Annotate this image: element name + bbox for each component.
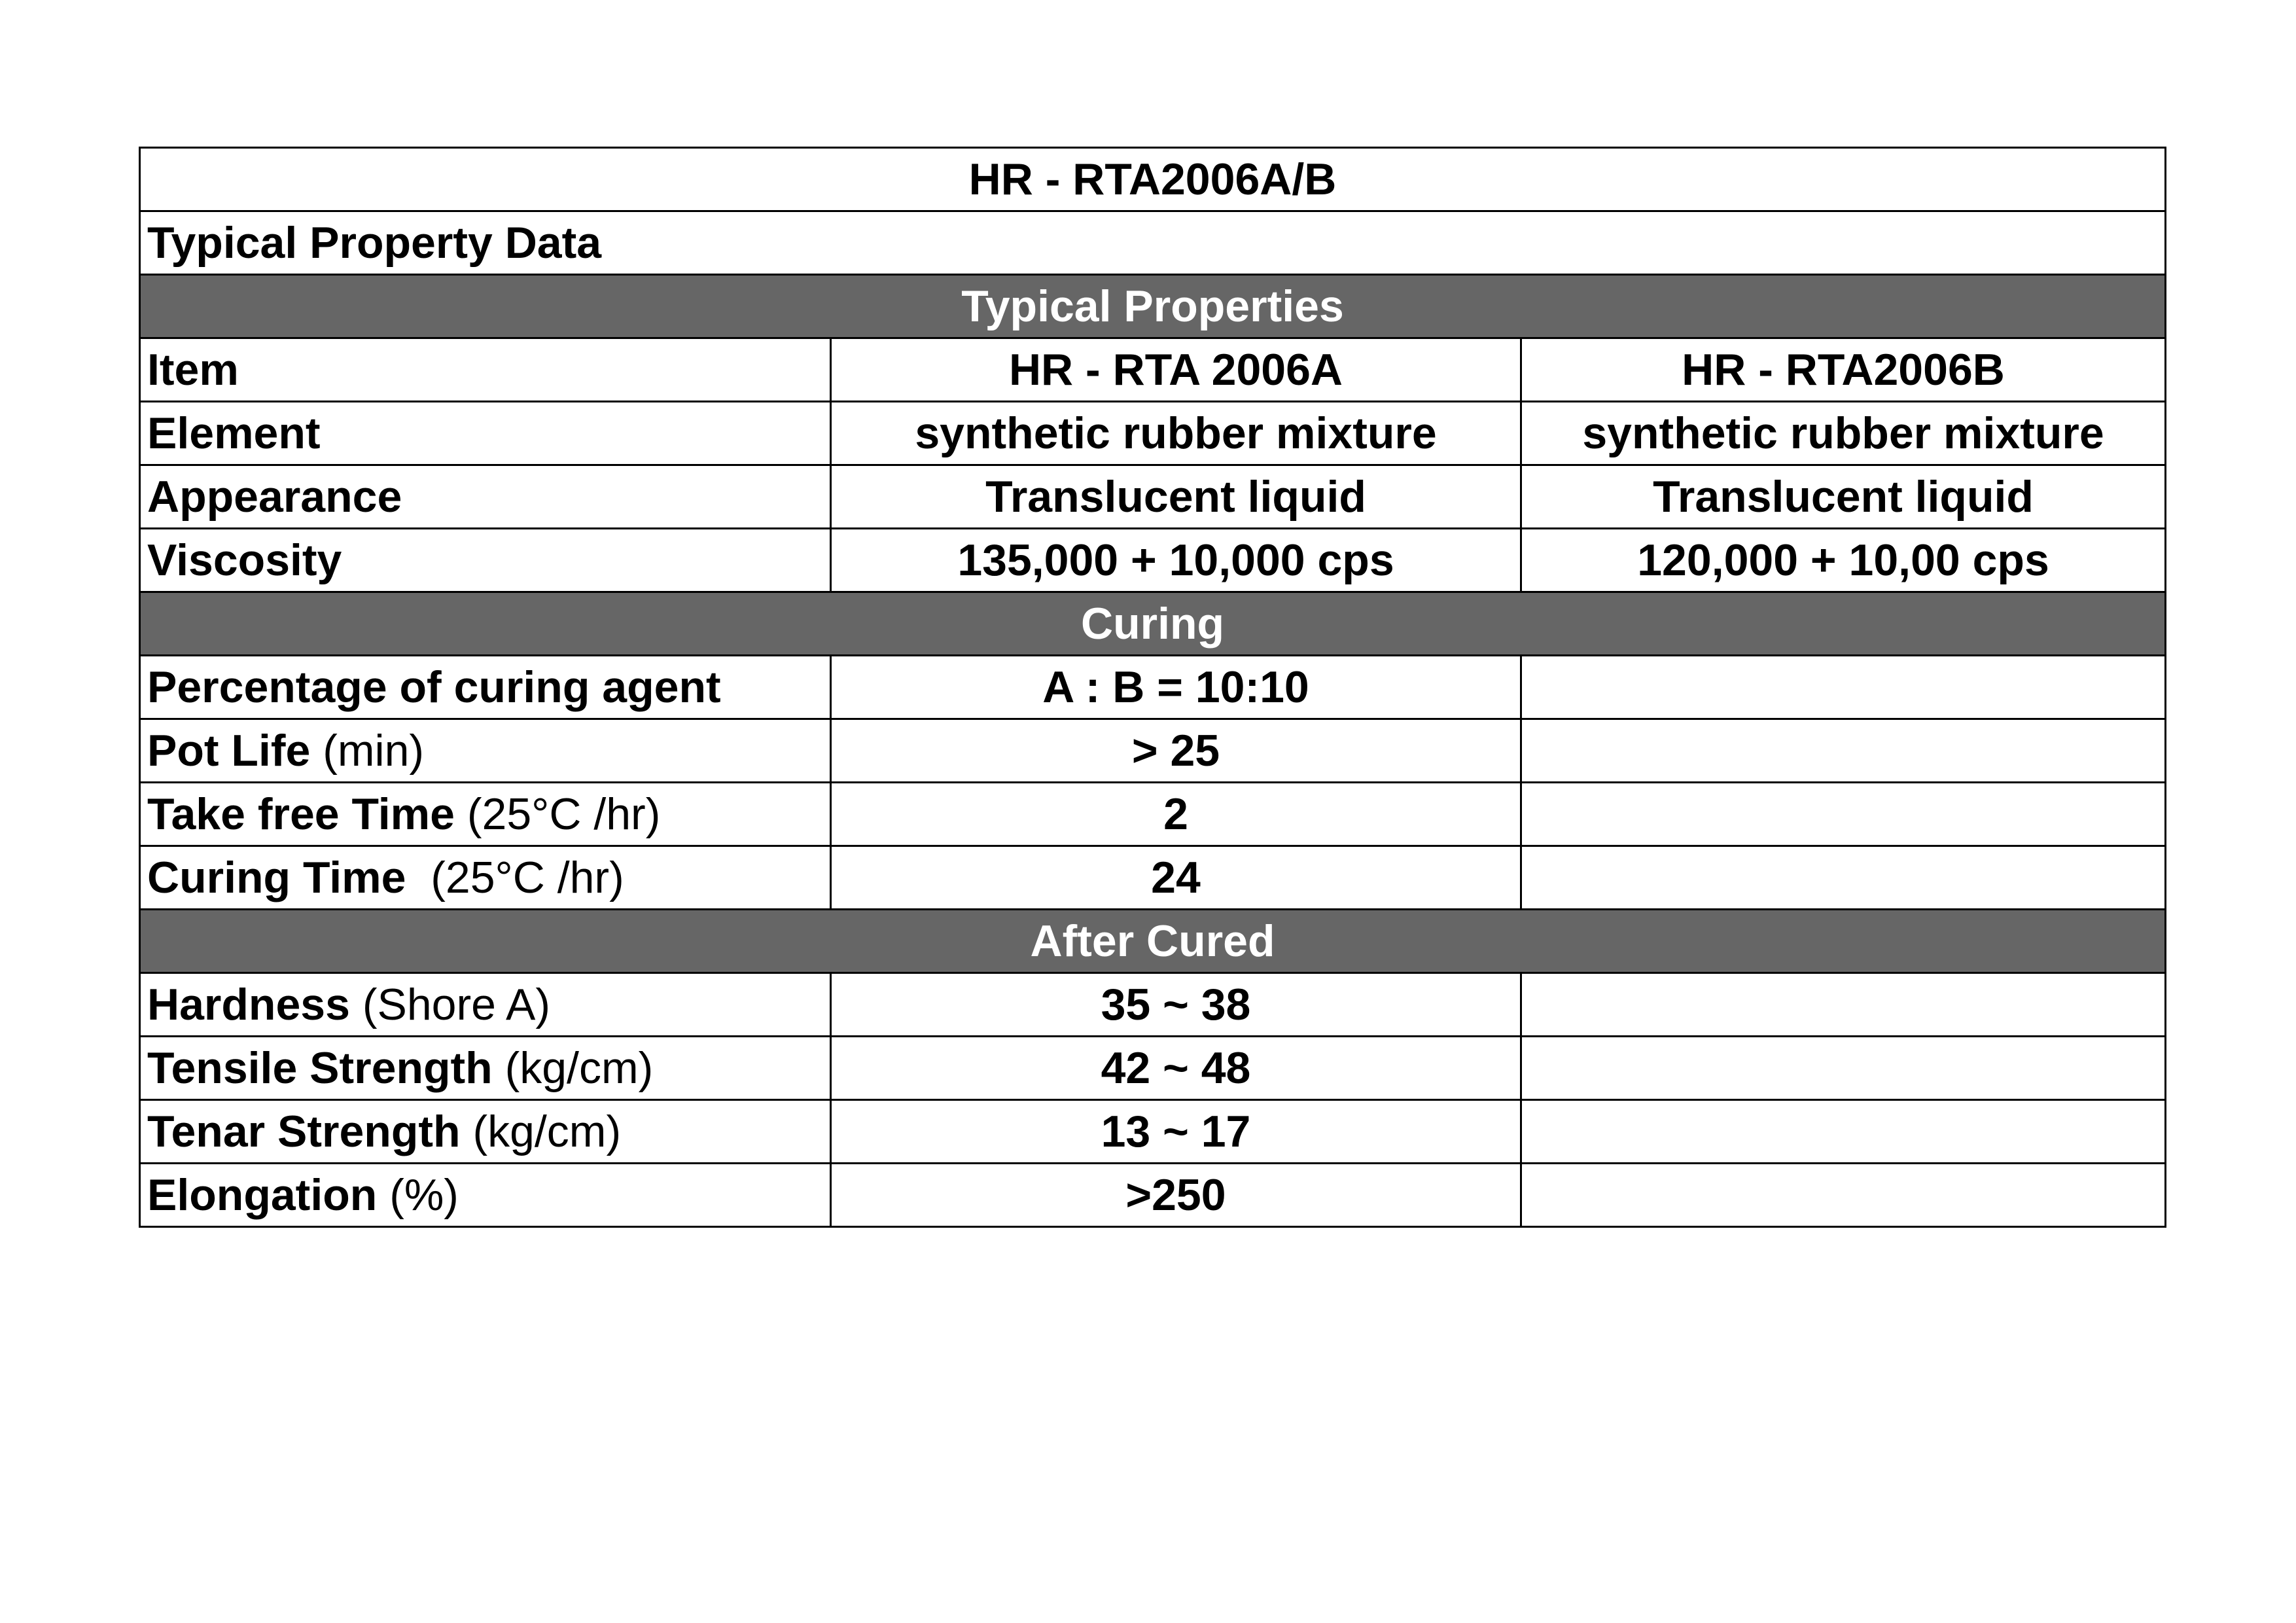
row-label-cell (140, 656, 831, 719)
value-a: > 25 (831, 719, 1521, 783)
row-label: Pot Life (147, 726, 311, 776)
section-row-curing (140, 592, 2166, 656)
table-row (140, 1100, 2166, 1164)
row-label: Appearance (140, 465, 831, 529)
row-unit: (25°C /hr) (454, 789, 661, 839)
row-label-cell (140, 1037, 831, 1100)
value-b (1521, 719, 2166, 783)
row-label: Curing Time (147, 853, 406, 902)
column-header-b: HR - RTA2006B (1521, 338, 2166, 402)
table-row (140, 783, 2166, 846)
row-label-cell (140, 973, 831, 1037)
row-unit: (%) (377, 1170, 459, 1220)
value-b (1521, 846, 2166, 910)
table-row (140, 656, 2166, 719)
row-label: Viscosity (140, 529, 831, 592)
table-row (140, 465, 2166, 529)
value-a: 35 ~ 38 (831, 973, 1521, 1037)
row-label-cell (140, 1164, 831, 1227)
table-row (140, 402, 2166, 465)
title-row (140, 148, 2166, 211)
value-a: 13 ~ 17 (831, 1100, 1521, 1164)
value-a: 2 (831, 783, 1521, 846)
value-a: A : B = 10:10 (831, 656, 1521, 719)
column-header-a: HR - RTA 2006A (831, 338, 1521, 402)
subtitle: Typical Property Data (140, 211, 2166, 275)
column-header-row (140, 338, 2166, 402)
table-row (140, 846, 2166, 910)
table-row (140, 1037, 2166, 1100)
value-b (1521, 783, 2166, 846)
value-b (1521, 656, 2166, 719)
row-label: Take free Time (147, 789, 455, 839)
section-header-after-cured: After Cured (140, 910, 2166, 973)
product-title: HR - RTA2006A/B (140, 148, 2166, 211)
value-a: Translucent liquid (831, 465, 1521, 529)
property-data-table (139, 147, 2166, 1228)
row-label-cell (140, 719, 831, 783)
value-b (1521, 1164, 2166, 1227)
value-a: 42 ~ 48 (831, 1037, 1521, 1100)
section-header-typical-properties: Typical Properties (140, 275, 2166, 338)
value-b: 120,000 + 10,00 cps (1521, 529, 2166, 592)
row-label-cell (140, 1100, 831, 1164)
row-label: Percentage of curing agent (147, 662, 721, 712)
row-label-cell (140, 783, 831, 846)
subtitle-row (140, 211, 2166, 275)
row-label: Tenar Strength (147, 1107, 461, 1156)
section-row-after-cured (140, 910, 2166, 973)
value-b (1521, 1037, 2166, 1100)
value-b: Translucent liquid (1521, 465, 2166, 529)
row-unit: (25°C /hr) (406, 853, 624, 902)
value-b: synthetic rubber mixture (1521, 402, 2166, 465)
table-row (140, 1164, 2166, 1227)
table-row (140, 719, 2166, 783)
row-label: Element (140, 402, 831, 465)
row-label: Hardness (147, 980, 350, 1029)
row-label-cell (140, 846, 831, 910)
value-a: >250 (831, 1164, 1521, 1227)
row-label: Elongation (147, 1170, 378, 1220)
value-a: synthetic rubber mixture (831, 402, 1521, 465)
section-header-curing: Curing (140, 592, 2166, 656)
row-label: Tensile Strength (147, 1043, 493, 1093)
table-row (140, 973, 2166, 1037)
value-a: 24 (831, 846, 1521, 910)
value-b (1521, 1100, 2166, 1164)
section-row-typical (140, 275, 2166, 338)
table-row (140, 529, 2166, 592)
row-unit: (Shore A) (349, 980, 551, 1029)
row-unit: (kg/cm) (492, 1043, 654, 1093)
column-header-item: Item (140, 338, 831, 402)
row-unit: (min) (310, 726, 425, 776)
value-a: 135,000 + 10,000 cps (831, 529, 1521, 592)
value-b (1521, 973, 2166, 1037)
row-unit: (kg/cm) (460, 1107, 622, 1156)
